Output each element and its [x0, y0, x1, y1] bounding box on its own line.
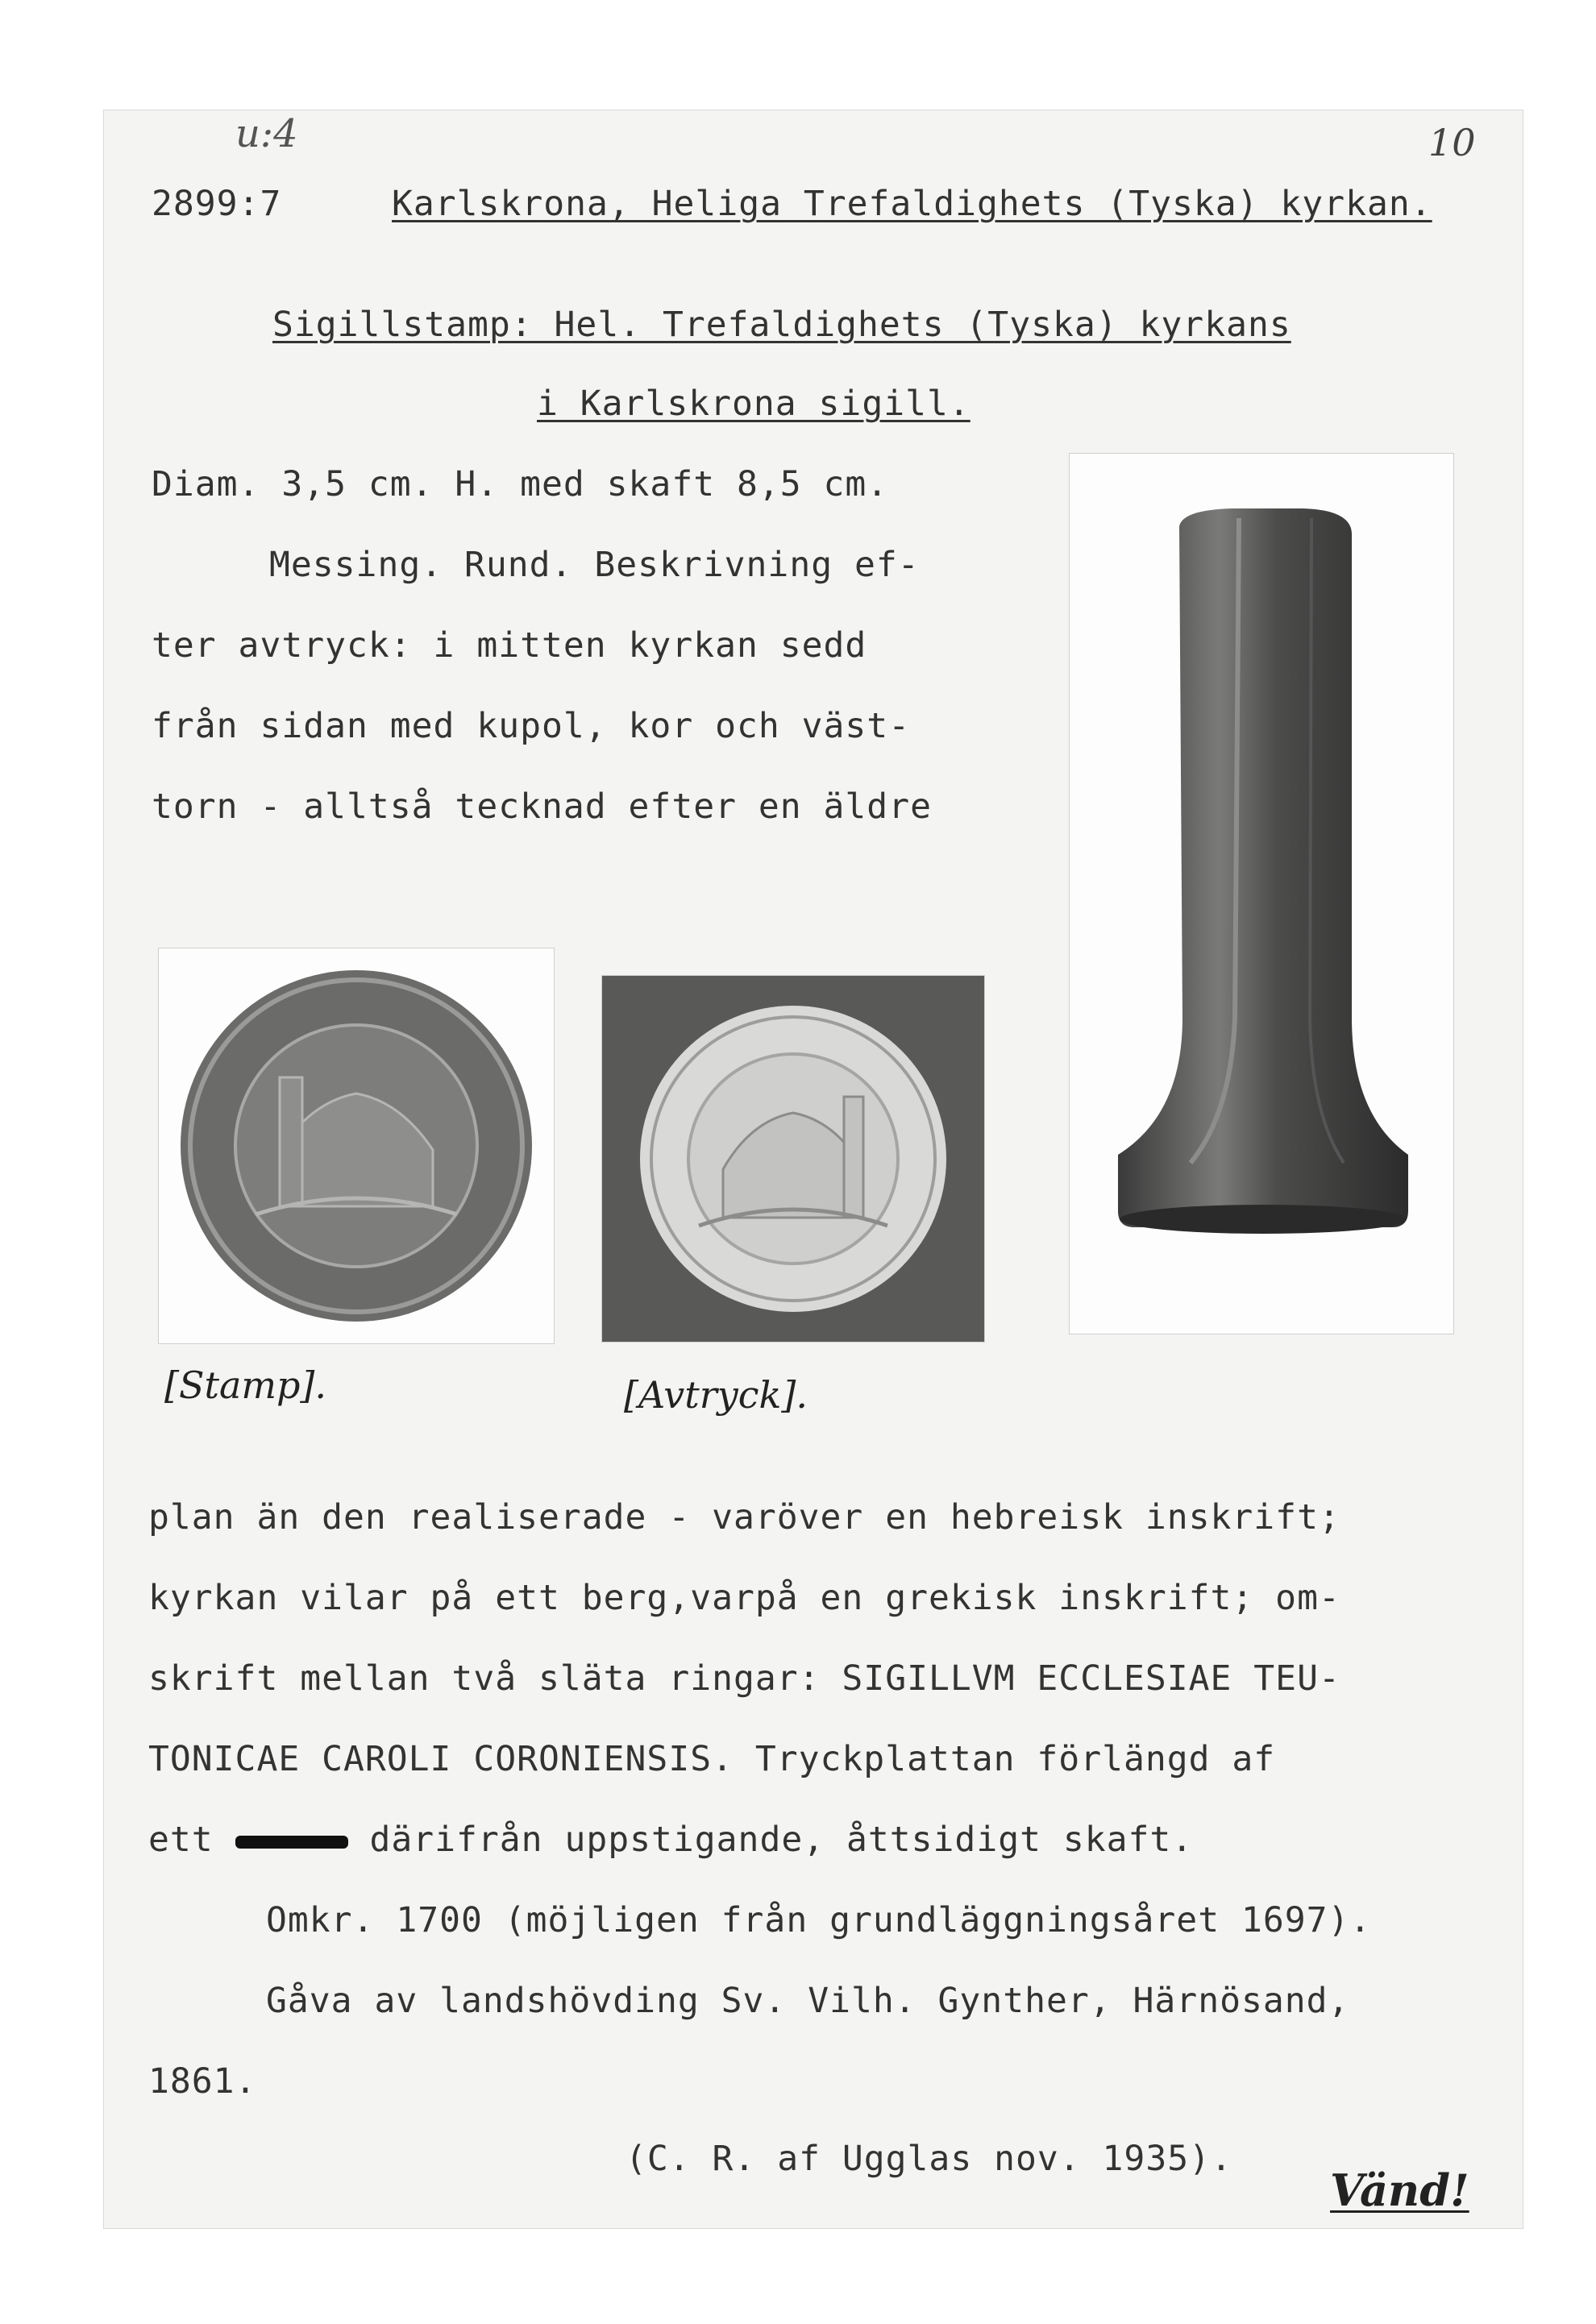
impression-caption: [Avtryck]. — [624, 1373, 808, 1417]
description-line: torn - alltså tecknad efter en äldre — [152, 786, 932, 827]
description-word: därifrån uppstigande, åttsidigt skaft. — [369, 1820, 1194, 1860]
description-line: ter avtryck: i mitten kyrkan sedd — [152, 625, 867, 666]
description-line: skrift mellan två släta ringar: SIGILLVM ECCLESIAE TEU- — [148, 1658, 1340, 1699]
card-title-line2: i Karlskrona sigill. — [537, 384, 970, 424]
description-line-with-strike — [148, 1820, 1193, 1860]
turn-over-note: Vänd! — [1330, 2164, 1469, 2216]
catalog-number: 2899:7 — [152, 184, 282, 224]
stamp-caption: [Stamp]. — [164, 1363, 327, 1407]
stamp-face-image — [159, 948, 554, 1343]
donation-year: 1861. — [148, 2061, 257, 2102]
description-line: plan än den realiserade - varöver en hebreisk inskrift; — [148, 1497, 1340, 1538]
description-line: från sidan med kupol, kor och väst- — [152, 706, 911, 746]
struck-out-word — [235, 1836, 348, 1849]
shelf-mark: u:4 — [235, 111, 298, 156]
description-line: Messing. Rund. Beskrivning ef- — [269, 545, 920, 585]
description-word: ett — [148, 1820, 214, 1860]
impression-photo — [601, 975, 985, 1343]
description-line: TONICAE CAROLI CORONIENSIS. Tryckplattan förlängd af — [148, 1739, 1276, 1779]
stamp-handle-image — [1070, 454, 1453, 1334]
dimensions-line: Diam. 3,5 cm. H. med skaft 8,5 cm. — [152, 464, 889, 504]
dating-line: Omkr. 1700 (möjligen från grundläggningsåret 1697). — [266, 1900, 1372, 1940]
page-number: 10 — [1428, 121, 1476, 164]
card-title-line1: Sigillstamp: Hel. Trefaldighets (Tyska) kyrkans — [272, 305, 1291, 345]
author-signature: (C. R. af Ugglas nov. 1935). — [626, 2139, 1232, 2179]
location-title: Karlskrona, Heliga Trefaldighets (Tyska) kyrkan. — [392, 184, 1432, 224]
impression-image — [602, 976, 984, 1342]
stamp-handle-photo — [1069, 453, 1454, 1334]
stamp-face-photo — [158, 948, 555, 1344]
description-line: kyrkan vilar på ett berg,varpå en grekisk inskrift; om- — [148, 1578, 1340, 1618]
donation-line: Gåva av landshövding Sv. Vilh. Gynther, Härnösand, — [266, 1981, 1350, 2021]
